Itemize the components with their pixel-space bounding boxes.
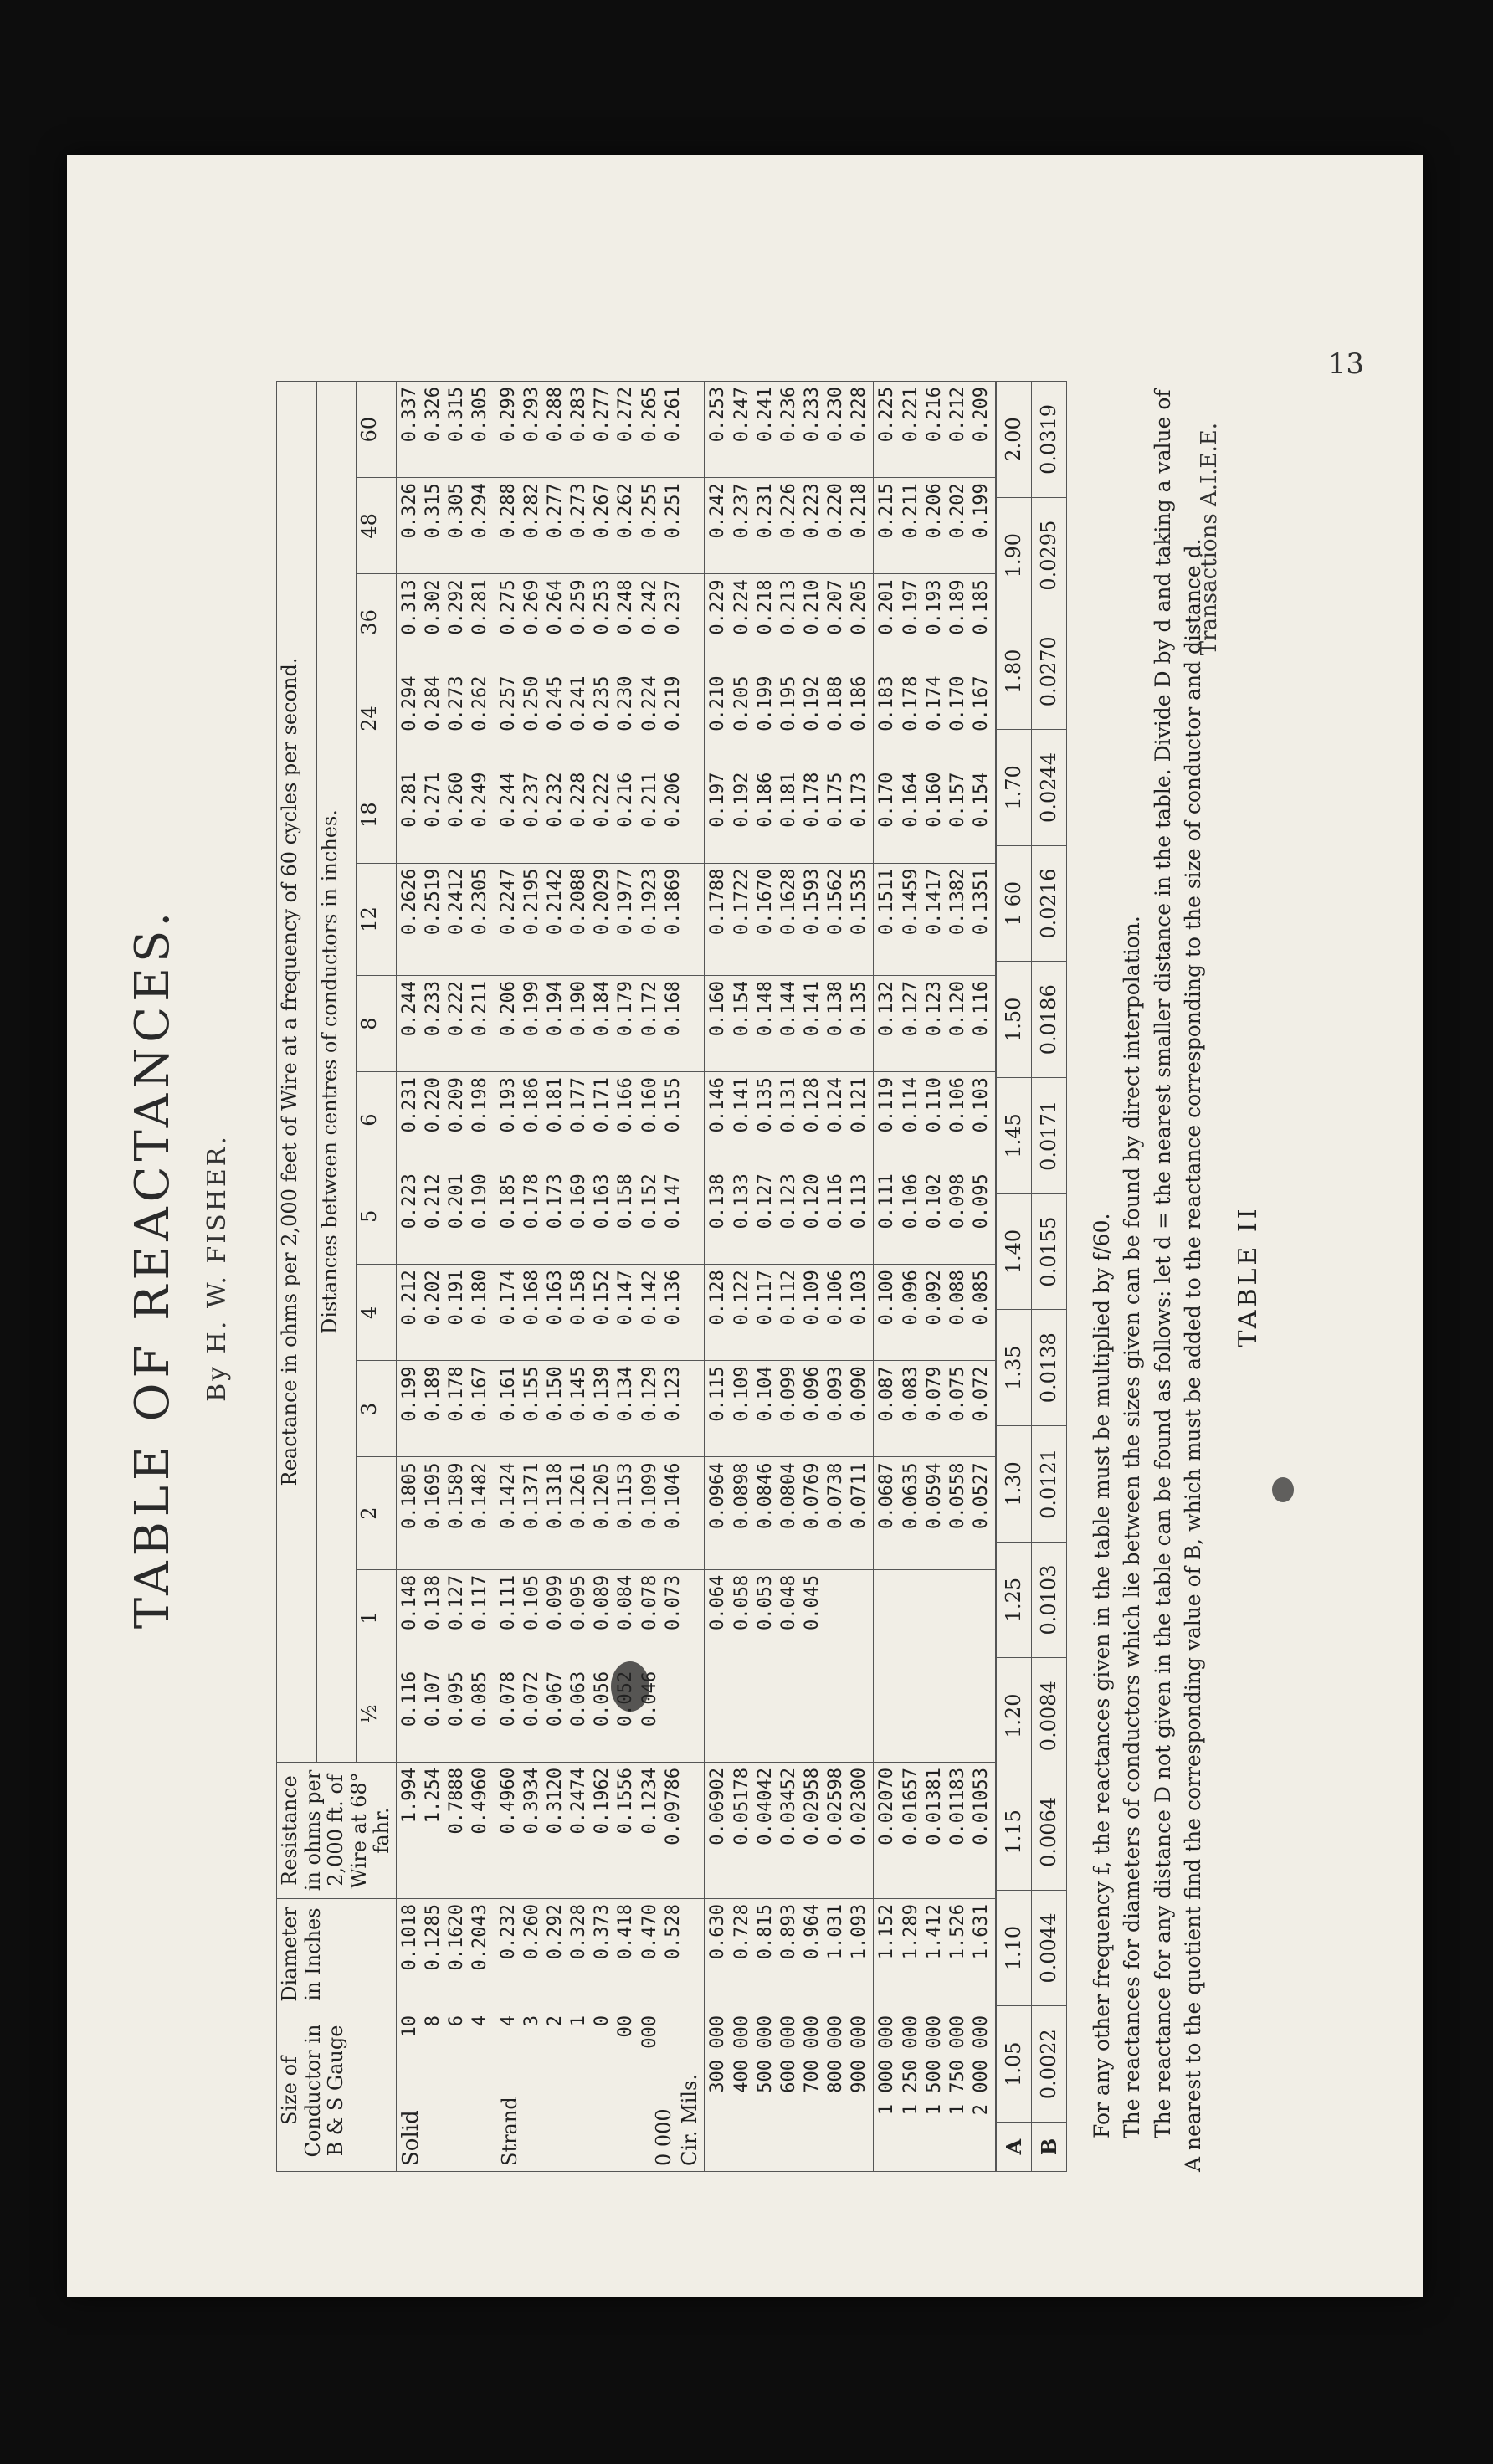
- correction-table: [996, 381, 1067, 2172]
- reactance-cell: 0.2247 0.2195 0.2142 0.2088 0.2029 0.1977 0.1923 0.1869: [495, 863, 705, 975]
- reactance-cell: 0.257 0.250 0.245 0.241 0.235 0.230 0.224 0.219: [495, 670, 705, 767]
- a-value: 1 60: [997, 845, 1032, 962]
- a-value: 1.20: [997, 1658, 1032, 1774]
- notes: [1087, 381, 1208, 2172]
- note-frequency: For any other frequency f, the reactances given in the table must be multiplied by f/60.: [1090, 1213, 1115, 2138]
- group-label: Strand 0 000 Cir. Mils.: [497, 2073, 701, 2166]
- gauge-values: 4 3 2 1 0 00 000: [497, 2015, 660, 2049]
- size-cell: 300 000 400 000 500 000 600 000 700 000 800 000 900 000: [705, 2010, 874, 2172]
- reactance-cell: [705, 1666, 874, 1762]
- reactance-cell: 0.337 0.326 0.315 0.305: [396, 382, 495, 478]
- a-value: 1.10: [997, 1890, 1032, 2006]
- reactance-cell: 0.1788 0.1722 0.1670 0.1628 0.1593 0.1562 0.1535: [705, 863, 874, 975]
- diameter-cell: 0.232 0.260 0.292 0.328 0.373 0.418 0.470 0.528: [495, 1899, 705, 2010]
- distance-header: 8: [357, 976, 397, 1072]
- diameter-column-header: Diameter in Inches: [277, 1899, 397, 2010]
- reactance-table-container: [276, 381, 1263, 2172]
- rotated-table-content: [126, 305, 1297, 2230]
- a-value: 1.90: [997, 497, 1032, 613]
- reactance-cell: [874, 1569, 996, 1666]
- reactance-caption: Reactance in ohms per 2,000 feet of Wire at a frequency of 60 cycles per second.: [277, 382, 317, 1763]
- a-value: 1.25: [997, 1542, 1032, 1658]
- reactance-cell: 0.183 0.178 0.174 0.170 0.167: [874, 670, 996, 767]
- b-value: 0.0319: [1032, 382, 1067, 498]
- b-value: 0.0171: [1032, 1078, 1067, 1194]
- distance-header: 60: [357, 382, 397, 478]
- a-value: 1.50: [997, 962, 1032, 1078]
- reactance-cell: 0.115 0.109 0.104 0.099 0.096 0.093 0.090: [705, 1361, 874, 1457]
- reactance-cell: 0.148 0.138 0.127 0.117: [396, 1569, 495, 1666]
- page-title: TABLE OF REACTANCES.: [126, 906, 180, 1630]
- size-cell: 1 000 000 1 250 000 1 500 000 1 750 000 2 000 000: [874, 2010, 996, 2172]
- b-value: 0.0044: [1032, 1890, 1067, 2006]
- distance-header: 48: [357, 478, 397, 574]
- source-credit: Transactions A.I.E.E.: [1197, 423, 1222, 656]
- resistance-cell: 1.994 1.254 0.7888 0.4960: [396, 1763, 495, 1899]
- reactance-cell: 0.1511 0.1459 0.1417 0.1382 0.1351: [874, 863, 996, 975]
- reactance-cell: 0.212 0.202 0.191 0.180: [396, 1265, 495, 1361]
- reactance-cell: 0.225 0.221 0.216 0.212 0.209: [874, 382, 996, 478]
- b-value: 0.0022: [1032, 2006, 1067, 2123]
- reactance-cell: 0.206 0.199 0.194 0.190 0.184 0.179 0.172 0.168: [495, 976, 705, 1072]
- table-row-group-strand: [495, 382, 705, 2172]
- b-value: 0.0084: [1032, 1658, 1067, 1774]
- reactance-cell: 0.174 0.168 0.163 0.158 0.152 0.147 0.142 0.136: [495, 1265, 705, 1361]
- table-row-group-solid: [396, 382, 495, 2172]
- a-value: 1.15: [997, 1774, 1032, 1891]
- diameter-cell: 1.152 1.289 1.412 1.526 1.631: [874, 1899, 996, 2010]
- reactance-cell: 0.100 0.096 0.092 0.088 0.085: [874, 1265, 996, 1361]
- reactance-cell: 0.281 0.271 0.260 0.249: [396, 767, 495, 863]
- reactance-cell: 0.087 0.083 0.079 0.075 0.072: [874, 1361, 996, 1457]
- resistance-cell: 0.06902 0.05178 0.04042 0.03452 0.02958 0.02598 0.02300: [705, 1763, 874, 1899]
- reactance-cell: 0.2626 0.2519 0.2412 0.2305: [396, 863, 495, 975]
- diameter-cell: 0.630 0.728 0.815 0.893 0.964 1.031 1.093: [705, 1899, 874, 2010]
- distance-header: 3: [357, 1361, 397, 1457]
- reactance-cell: 0.244 0.237 0.232 0.228 0.222 0.216 0.211 0.206: [495, 767, 705, 863]
- b-value: 0.0270: [1032, 613, 1067, 730]
- a-value: 1.70: [997, 730, 1032, 846]
- resistance-column-header: Resistance in ohms per 2,000 ft. of Wire at 68° fahr.: [277, 1763, 397, 1899]
- b-value: 0.0155: [1032, 1194, 1067, 1310]
- reactance-cell: 0.313 0.302 0.292 0.281: [396, 574, 495, 670]
- reactance-cell: 0.299 0.293 0.288 0.283 0.277 0.272 0.265 0.261: [495, 382, 705, 478]
- row-label-a: A: [997, 2123, 1032, 2172]
- reactance-table: [276, 381, 996, 2172]
- reactance-cell: 0.223 0.212 0.201 0.190: [396, 1168, 495, 1265]
- note-interpolation: The reactances for diameters of conductors which lie between the sizes given can be found by direct interpolation.: [1120, 916, 1145, 2138]
- reactance-cell: 0.146 0.141 0.135 0.131 0.128 0.124 0.121: [705, 1072, 874, 1168]
- distance-caption: Distances between centres of conductors in inches.: [316, 382, 357, 1763]
- distance-header: 6: [357, 1072, 397, 1168]
- distance-header: 4: [357, 1265, 397, 1361]
- size-column-header: Size of Conductor in B & S Gauge: [277, 2010, 397, 2172]
- reactance-cell: 0.288 0.282 0.277 0.273 0.267 0.262 0.255 0.251: [495, 478, 705, 574]
- b-value: 0.0138: [1032, 1310, 1067, 1426]
- reactance-cell: 0.210 0.205 0.199 0.195 0.192 0.188 0.186: [705, 670, 874, 767]
- resistance-cell: 0.4960 0.3934 0.3120 0.2474 0.1962 0.1556 0.1234 0.09786: [495, 1763, 705, 1899]
- reactance-cell: 0.199 0.189 0.178 0.167: [396, 1361, 495, 1457]
- reactance-cell: 0.215 0.211 0.206 0.202 0.199: [874, 478, 996, 574]
- distance-header: 2: [357, 1457, 397, 1569]
- reactance-cell: 0.111 0.105 0.099 0.095 0.089 0.084 0.078 0.073: [495, 1569, 705, 1666]
- distance-header: 5: [357, 1168, 397, 1265]
- reactance-cell: 0.078 0.072 0.067 0.063 0.056 0.052 0.046: [495, 1666, 705, 1762]
- a-value: 1.45: [997, 1078, 1032, 1194]
- reactance-cell: 0.119 0.114 0.110 0.106 0.103: [874, 1072, 996, 1168]
- b-value: 0.0216: [1032, 845, 1067, 962]
- group-label: Solid: [398, 2110, 423, 2166]
- reactance-cell: 0.1424 0.1371 0.1318 0.1261 0.1205 0.1153 0.1099 0.1046: [495, 1457, 705, 1569]
- reactance-cell: 0.160 0.154 0.148 0.144 0.141 0.138 0.135: [705, 976, 874, 1072]
- reactance-cell: [874, 1666, 996, 1762]
- reactance-cell: 0.132 0.127 0.123 0.120 0.116: [874, 976, 996, 1072]
- reactance-cell: 0.326 0.315 0.305 0.294: [396, 478, 495, 574]
- distance-header: ½: [357, 1666, 397, 1762]
- reactance-cell: 0.193 0.186 0.181 0.177 0.171 0.166 0.160 0.155: [495, 1072, 705, 1168]
- reactance-cell: 0.242 0.237 0.231 0.226 0.223 0.220 0.218: [705, 478, 874, 574]
- b-value: 0.0186: [1032, 962, 1067, 1078]
- distance-header: 24: [357, 670, 397, 767]
- a-value: 1.35: [997, 1310, 1032, 1426]
- b-value: 0.0244: [1032, 730, 1067, 846]
- page-number: 13: [1327, 347, 1364, 381]
- reactance-cell: 0.294 0.284 0.273 0.262: [396, 670, 495, 767]
- b-value: 0.0295: [1032, 497, 1067, 613]
- reactance-cell: 0.201 0.197 0.193 0.189 0.185: [874, 574, 996, 670]
- scanned-page: [67, 155, 1423, 2297]
- row-label-b: B: [1032, 2123, 1067, 2172]
- correction-row-b: [1032, 382, 1067, 2172]
- b-value: 0.0121: [1032, 1426, 1067, 1543]
- distance-header: 18: [357, 767, 397, 863]
- reactance-cell: 0.185 0.178 0.173 0.169 0.163 0.158 0.152 0.147: [495, 1168, 705, 1265]
- reactance-cell: 0.138 0.133 0.127 0.123 0.120 0.116 0.113: [705, 1168, 874, 1265]
- table-row-group-cir-mils: [705, 382, 874, 2172]
- a-value: 1.40: [997, 1194, 1032, 1310]
- reactance-cell: 0.128 0.122 0.117 0.112 0.109 0.106 0.103: [705, 1265, 874, 1361]
- note-distance: The reactance for any distance D not given in the table can be found as follows: let d = the nearest smaller distance in the table. Divide D by d and taking a value of A nearest to the quotient find the corresponding value of B, which must be added to the reactance corresponding to the size of conductor and distance d.: [1150, 389, 1205, 2172]
- table-caption: TABLE II: [1234, 1205, 1264, 1348]
- reactance-cell: 0.197 0.192 0.186 0.181 0.178 0.175 0.173: [705, 767, 874, 863]
- distance-header: 1: [357, 1569, 397, 1666]
- byline: By H. W. FISHER.: [203, 1134, 232, 1402]
- header-row: [277, 382, 317, 2172]
- a-value: 1.80: [997, 613, 1032, 730]
- reactance-cell: 0.0964 0.0898 0.0846 0.0804 0.0769 0.0738 0.0711: [705, 1457, 874, 1569]
- size-cell: [495, 2010, 705, 2172]
- size-cell: [396, 2010, 495, 2172]
- reactance-cell: 0.229 0.224 0.218 0.213 0.210 0.207 0.205: [705, 574, 874, 670]
- reactance-cell: 0.1805 0.1695 0.1589 0.1482: [396, 1457, 495, 1569]
- distance-header: 36: [357, 574, 397, 670]
- b-value: 0.0064: [1032, 1774, 1067, 1891]
- a-value: 1.30: [997, 1426, 1032, 1543]
- a-value: 2.00: [997, 382, 1032, 498]
- distance-header: 12: [357, 863, 397, 975]
- table-row-group-large-cir-mils: [874, 382, 996, 2172]
- a-value: 1.05: [997, 2006, 1032, 2123]
- reactance-cell: 0.161 0.155 0.150 0.145 0.139 0.134 0.129 0.123: [495, 1361, 705, 1457]
- reactance-cell: 0.275 0.269 0.264 0.259 0.253 0.248 0.242 0.237: [495, 574, 705, 670]
- reactance-cell: 0.0687 0.0635 0.0594 0.0558 0.0527: [874, 1457, 996, 1569]
- reactance-cell: 0.170 0.164 0.160 0.157 0.154: [874, 767, 996, 863]
- reactance-cell: 0.244 0.233 0.222 0.211: [396, 976, 495, 1072]
- reactance-cell: 0.116 0.107 0.095 0.085: [396, 1666, 495, 1762]
- reactance-cell: 0.253 0.247 0.241 0.236 0.233 0.230 0.228: [705, 382, 874, 478]
- b-value: 0.0103: [1032, 1542, 1067, 1658]
- correction-row-a: [997, 382, 1032, 2172]
- reactance-cell: 0.111 0.106 0.102 0.098 0.095: [874, 1168, 996, 1265]
- reactance-cell: 0.064 0.058 0.053 0.048 0.045: [705, 1569, 874, 1666]
- gauge-values: 10 8 6 4: [398, 2015, 491, 2038]
- reactance-cell: 0.231 0.220 0.209 0.198: [396, 1072, 495, 1168]
- resistance-cell: 0.02070 0.01657 0.01381 0.01183 0.01053: [874, 1763, 996, 1899]
- diameter-cell: 0.1018 0.1285 0.1620 0.2043: [396, 1899, 495, 2010]
